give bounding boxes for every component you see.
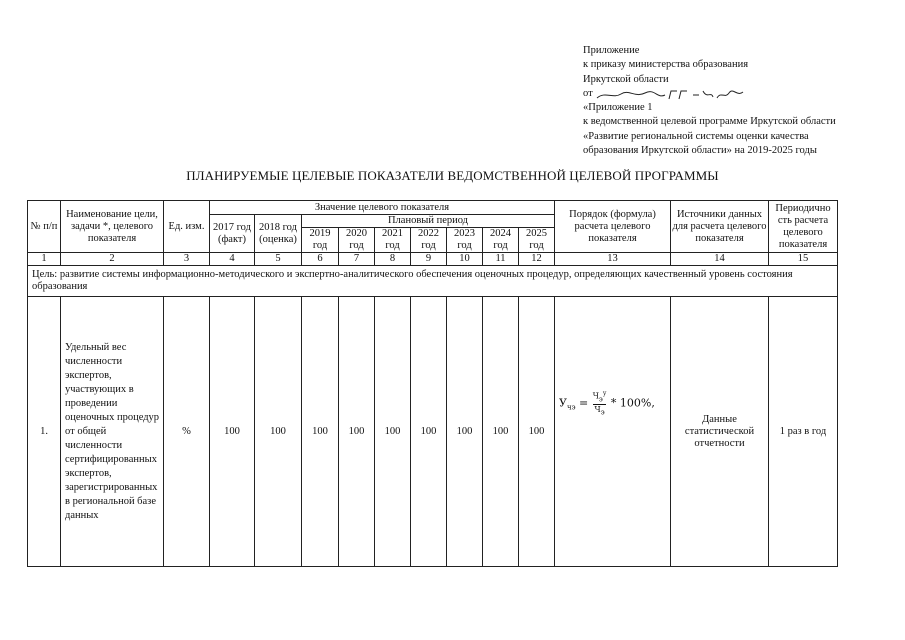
column-number: 14 [671, 253, 769, 266]
row-num: 1. [28, 297, 61, 567]
value-2024: 100 [483, 297, 519, 567]
indicators-table [27, 200, 838, 567]
appendix-line: образования Иркутской области» на 2019-2025 годы [583, 145, 817, 157]
column-number: 8 [375, 253, 411, 266]
formula-denominator: $Ч_э$ [594, 405, 605, 417]
header-num: № п/п [28, 201, 61, 253]
formula-fraction [593, 389, 607, 418]
column-number: 13 [555, 253, 671, 266]
header-source: Источники данных для расчета целевого показателя [671, 201, 769, 253]
row-unit: % [164, 297, 210, 567]
column-number: 1 [28, 253, 61, 266]
column-number: 15 [769, 253, 838, 266]
goal-row: Цель: развитие системы информационно-методического и экспертно-аналитического обеспечения оценочных процедур, определяющих качественный уровень состояния образования [28, 266, 838, 297]
value-2023: 100 [447, 297, 483, 567]
header-year: 2022 год [411, 228, 447, 253]
value-2018: 100 [255, 297, 302, 567]
appendix-line: к ведомственной целевой программе Иркутской области [583, 116, 836, 128]
appendix-line: Иркутской области [583, 73, 669, 85]
formula-lhs-sub: чэ [566, 403, 576, 412]
header-unit: Ед. изм. [164, 201, 210, 253]
column-number: 7 [339, 253, 375, 266]
column-number: 2 [61, 253, 164, 266]
value-2022: 100 [411, 297, 447, 567]
header-year: 2025 год [519, 228, 555, 253]
calculation-period: 1 раз в год [769, 297, 838, 567]
appendix-header [583, 44, 836, 158]
header-year: 2024 год [483, 228, 519, 253]
value-2017: 100 [210, 297, 255, 567]
column-number: 6 [302, 253, 339, 266]
value-2021: 100 [375, 297, 411, 567]
header-formula: Порядок (формула) расчета целевого показателя [555, 201, 671, 253]
appendix-line: «Развитие региональной системы оценки качества [583, 130, 809, 142]
value-2019: 100 [302, 297, 339, 567]
indicator-name: Удельный вес численности экспертов, участвующих в проведении оценочных процедур от общей численности сертифицированных экспертов, зарегистрированных в региональной базе данных [61, 297, 164, 567]
formula-tail: * 100%, [610, 396, 655, 410]
header-2018: 2018 год (оценка) [255, 215, 302, 253]
order-date-prefix: от [583, 87, 593, 99]
page-title: ПЛАНИРУЕМЫЕ ЦЕЛЕВЫЕ ПОКАЗАТЕЛИ ВЕДОМСТВЕННОЙ ЦЕЛЕВОЙ ПРОГРАММЫ [186, 168, 719, 183]
data-source: Данные статистической отчетности [671, 297, 769, 567]
calculation-formula [555, 297, 671, 567]
column-number: 4 [210, 253, 255, 266]
header-year: 2023 год [447, 228, 483, 253]
header-name: Наименование цели, задачи *, целевого показателя [61, 201, 164, 253]
value-2025: 100 [519, 297, 555, 567]
column-number: 5 [255, 253, 302, 266]
appendix-line: к приказу министерства образования [583, 59, 749, 71]
header-year: 2020 год [339, 228, 375, 253]
column-number: 9 [411, 253, 447, 266]
formula-numerator: $Ч_э^у$ [592, 390, 607, 404]
value-2020: 100 [339, 297, 375, 567]
column-number: 10 [447, 253, 483, 266]
column-number: 3 [164, 253, 210, 266]
appendix-line: Приложение [583, 45, 640, 56]
column-number: 11 [483, 253, 519, 266]
header-value: Значение целевого показателя [210, 201, 555, 215]
header-planned: Плановый период [302, 215, 555, 228]
column-number: 12 [519, 253, 555, 266]
header-year: 2019 год [302, 228, 339, 253]
header-period: Периодично сть расчета целевого показателя [769, 201, 838, 253]
header-2017: 2017 год (факт) [210, 215, 255, 253]
header-year: 2021 год [375, 228, 411, 253]
formula-lhs: У [559, 396, 567, 410]
appendix-line: «Приложение 1 [583, 102, 653, 114]
handwritten-order-number [595, 89, 745, 101]
formula-equals: = [579, 396, 589, 410]
order-date-line [583, 87, 836, 101]
table-row [28, 297, 838, 567]
